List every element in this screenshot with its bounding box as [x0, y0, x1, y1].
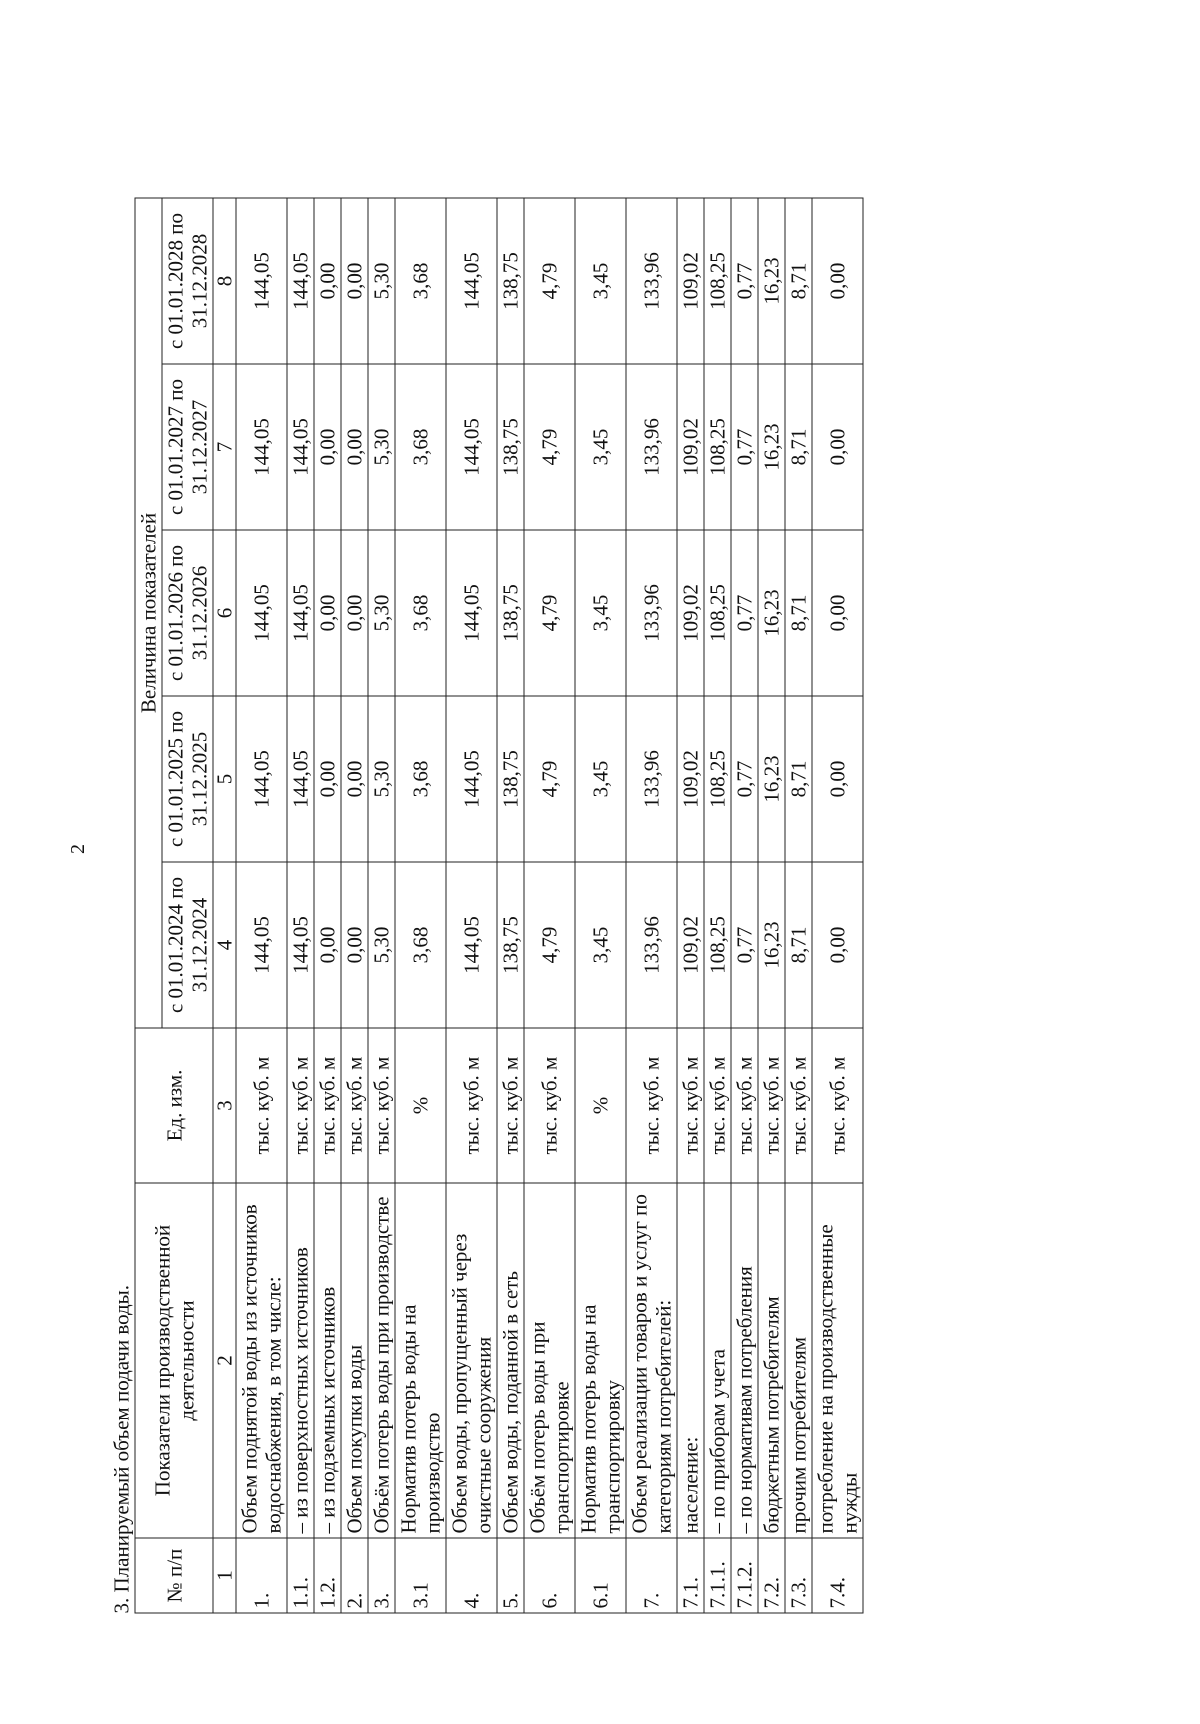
table-row: [575, 198, 626, 1613]
row-value: 144,05: [236, 862, 287, 1028]
index-cell: 1: [213, 1538, 236, 1613]
row-number: 1.1.: [287, 1538, 314, 1613]
row-value: 0,00: [314, 530, 341, 696]
row-unit: тыс. куб. м: [704, 1028, 731, 1183]
row-value: 144,05: [236, 364, 287, 530]
row-value: 144,05: [446, 696, 497, 862]
row-value: 3,68: [395, 198, 446, 364]
row-unit: %: [395, 1028, 446, 1183]
row-value: 108,25: [704, 862, 731, 1028]
row-number: 7.4.: [812, 1538, 863, 1613]
row-unit: тыс. куб. м: [524, 1028, 575, 1183]
row-value: 144,05: [236, 530, 287, 696]
row-value: 0,00: [314, 364, 341, 530]
row-value: 4,79: [524, 364, 575, 530]
row-unit: тыс. куб. м: [677, 1028, 704, 1183]
row-value: 0,00: [812, 364, 863, 530]
row-value: 0,00: [314, 696, 341, 862]
row-value: 138,75: [497, 862, 524, 1028]
row-value: 144,05: [287, 696, 314, 862]
row-number: 2.: [341, 1538, 368, 1613]
header-period: с 01.01.2025 по 31.12.2025: [162, 696, 213, 862]
row-unit: тыс. куб. м: [314, 1028, 341, 1183]
row-value: 109,02: [677, 530, 704, 696]
table-body: [236, 198, 863, 1613]
header-unit: Ед. изм.: [135, 1028, 213, 1183]
row-value: 109,02: [677, 364, 704, 530]
row-number: 5.: [497, 1538, 524, 1613]
row-value: 8,71: [785, 696, 812, 862]
row-value: 144,05: [446, 862, 497, 1028]
index-cell: 7: [213, 364, 236, 530]
header-period: с 01.01.2027 по 31.12.2027: [162, 364, 213, 530]
row-value: 8,71: [785, 364, 812, 530]
row-value: 109,02: [677, 198, 704, 364]
row-value: 144,05: [446, 530, 497, 696]
row-indicator: бюджетным потребителям: [758, 1183, 785, 1538]
row-number: 4.: [446, 1538, 497, 1613]
row-unit: тыс. куб. м: [731, 1028, 758, 1183]
row-value: 0,00: [812, 530, 863, 696]
row-value: 3,68: [395, 530, 446, 696]
table-row: [314, 198, 341, 1613]
row-value: 16,23: [758, 198, 785, 364]
row-number: 1.2.: [314, 1538, 341, 1613]
row-value: 133,96: [626, 862, 677, 1028]
row-value: 0,00: [314, 862, 341, 1028]
row-indicator: Объем покупки воды: [341, 1183, 368, 1538]
row-value: 5,30: [368, 530, 395, 696]
table-row: [446, 198, 497, 1613]
row-indicator: – из подземных источников: [314, 1183, 341, 1538]
table-row: [524, 198, 575, 1613]
row-value: 133,96: [626, 198, 677, 364]
section-title: 3. Планируемый объем подачи воды.: [109, 1284, 134, 1614]
header-period: с 01.01.2024 по 31.12.2024: [162, 862, 213, 1028]
row-number: 7.2.: [758, 1538, 785, 1613]
row-value: 133,96: [626, 530, 677, 696]
row-indicator: Объем воды, поданной в сеть: [497, 1183, 524, 1538]
header-period: с 01.01.2026 по 31.12.2026: [162, 530, 213, 696]
row-indicator: – по нормативам потребления: [731, 1183, 758, 1538]
table-row: [704, 198, 731, 1613]
table-row: [368, 198, 395, 1613]
index-row: [213, 198, 236, 1613]
table-row: [287, 198, 314, 1613]
table-row: [341, 198, 368, 1613]
row-value: 4,79: [524, 530, 575, 696]
row-value: 3,68: [395, 696, 446, 862]
row-value: 5,30: [368, 198, 395, 364]
row-value: 138,75: [497, 198, 524, 364]
row-unit: тыс. куб. м: [236, 1028, 287, 1183]
index-cell: 5: [213, 696, 236, 862]
row-value: 109,02: [677, 696, 704, 862]
row-number: 3.1: [395, 1538, 446, 1613]
row-value: 108,25: [704, 530, 731, 696]
table-row: [758, 198, 785, 1613]
row-value: 0,77: [731, 530, 758, 696]
row-value: 16,23: [758, 696, 785, 862]
row-value: 133,96: [626, 696, 677, 862]
row-number: 7.1.2.: [731, 1538, 758, 1613]
row-indicator: Объём потерь воды при производстве: [368, 1183, 395, 1538]
row-value: 0,77: [731, 364, 758, 530]
row-value: 0,77: [731, 696, 758, 862]
row-number: 3.: [368, 1538, 395, 1613]
row-indicator: Объём потерь воды при транспортировке: [524, 1183, 575, 1538]
row-value: 16,23: [758, 364, 785, 530]
row-value: 144,05: [287, 364, 314, 530]
row-indicator: потребление на производственные нужды: [812, 1183, 863, 1538]
index-cell: 8: [213, 198, 236, 364]
header-group: Величина показателей: [135, 198, 162, 1028]
row-indicator: население:: [677, 1183, 704, 1538]
header-row-1: [135, 198, 162, 1613]
row-value: 4,79: [524, 198, 575, 364]
row-number: 7.: [626, 1538, 677, 1613]
index-cell: 3: [213, 1028, 236, 1183]
row-value: 3,45: [575, 862, 626, 1028]
rotated-page-content: [109, 69, 1069, 1614]
row-value: 8,71: [785, 862, 812, 1028]
row-number: 1.: [236, 1538, 287, 1613]
row-value: 144,05: [287, 530, 314, 696]
row-value: 3,45: [575, 530, 626, 696]
row-value: 0,00: [812, 198, 863, 364]
row-unit: тыс. куб. м: [446, 1028, 497, 1183]
table-row: [785, 198, 812, 1613]
row-value: 3,45: [575, 198, 626, 364]
row-value: 108,25: [704, 198, 731, 364]
row-value: 5,30: [368, 862, 395, 1028]
page-number: 2: [67, 844, 89, 854]
row-value: 138,75: [497, 696, 524, 862]
row-unit: тыс. куб. м: [626, 1028, 677, 1183]
row-indicator: Норматив потерь воды на производство: [395, 1183, 446, 1538]
table-row: [626, 198, 677, 1613]
row-unit: %: [575, 1028, 626, 1183]
row-number: 6.: [524, 1538, 575, 1613]
water-supply-table: [135, 198, 864, 1614]
row-value: 144,05: [446, 198, 497, 364]
row-number: 7.1.1.: [704, 1538, 731, 1613]
row-unit: тыс. куб. м: [758, 1028, 785, 1183]
row-value: 109,02: [677, 862, 704, 1028]
row-number: 6.1: [575, 1538, 626, 1613]
row-value: 144,05: [287, 862, 314, 1028]
index-cell: 6: [213, 530, 236, 696]
row-indicator: – по приборам учета: [704, 1183, 731, 1538]
row-unit: тыс. куб. м: [287, 1028, 314, 1183]
row-value: 0,00: [812, 696, 863, 862]
row-value: 3,45: [575, 364, 626, 530]
row-value: 8,71: [785, 530, 812, 696]
row-value: 4,79: [524, 696, 575, 862]
row-value: 0,00: [341, 696, 368, 862]
row-value: 0,77: [731, 198, 758, 364]
row-indicator: Объем реализации товаров и услуг по категориям потребителей:: [626, 1183, 677, 1538]
row-unit: тыс. куб. м: [497, 1028, 524, 1183]
row-value: 8,71: [785, 198, 812, 364]
table-row: [812, 198, 863, 1613]
row-value: 0,00: [341, 364, 368, 530]
index-cell: 4: [213, 862, 236, 1028]
row-value: 0,00: [341, 198, 368, 364]
row-value: 4,79: [524, 862, 575, 1028]
row-value: 138,75: [497, 364, 524, 530]
row-value: 144,05: [236, 198, 287, 364]
row-unit: тыс. куб. м: [812, 1028, 863, 1183]
row-indicator: Норматив потерь воды на транспортировку: [575, 1183, 626, 1538]
row-unit: тыс. куб. м: [368, 1028, 395, 1183]
row-value: 16,23: [758, 862, 785, 1028]
row-value: 144,05: [287, 198, 314, 364]
table-row: [731, 198, 758, 1613]
row-indicator: Объем поднятой воды из источников водоснабжения, в том числе:: [236, 1183, 287, 1538]
row-indicator: Объем воды, пропущенный через очистные сооружения: [446, 1183, 497, 1538]
row-value: 138,75: [497, 530, 524, 696]
row-number: 7.1.: [677, 1538, 704, 1613]
table-row: [236, 198, 287, 1613]
row-value: 0,77: [731, 862, 758, 1028]
table-row: [395, 198, 446, 1613]
header-num: № п/п: [135, 1538, 213, 1613]
row-value: 0,00: [341, 862, 368, 1028]
row-unit: тыс. куб. м: [341, 1028, 368, 1183]
row-value: 0,00: [341, 530, 368, 696]
row-value: 3,68: [395, 364, 446, 530]
row-value: 3,68: [395, 862, 446, 1028]
row-value: 144,05: [236, 696, 287, 862]
row-indicator: – из поверхностных источников: [287, 1183, 314, 1538]
row-value: 133,96: [626, 364, 677, 530]
row-value: 3,45: [575, 696, 626, 862]
row-unit: тыс. куб. м: [785, 1028, 812, 1183]
row-value: 5,30: [368, 696, 395, 862]
index-cell: 2: [213, 1183, 236, 1538]
row-value: 16,23: [758, 530, 785, 696]
table-row: [677, 198, 704, 1613]
row-value: 144,05: [446, 364, 497, 530]
row-value: 108,25: [704, 364, 731, 530]
row-number: 7.3.: [785, 1538, 812, 1613]
row-indicator: прочим потребителям: [785, 1183, 812, 1538]
row-value: 108,25: [704, 696, 731, 862]
row-value: 0,00: [314, 198, 341, 364]
header-indicator: Показатели производственной деятельности: [135, 1183, 213, 1538]
table-row: [497, 198, 524, 1613]
row-value: 5,30: [368, 364, 395, 530]
header-period: с 01.01.2028 по 31.12.2028: [162, 198, 213, 364]
row-value: 0,00: [812, 862, 863, 1028]
